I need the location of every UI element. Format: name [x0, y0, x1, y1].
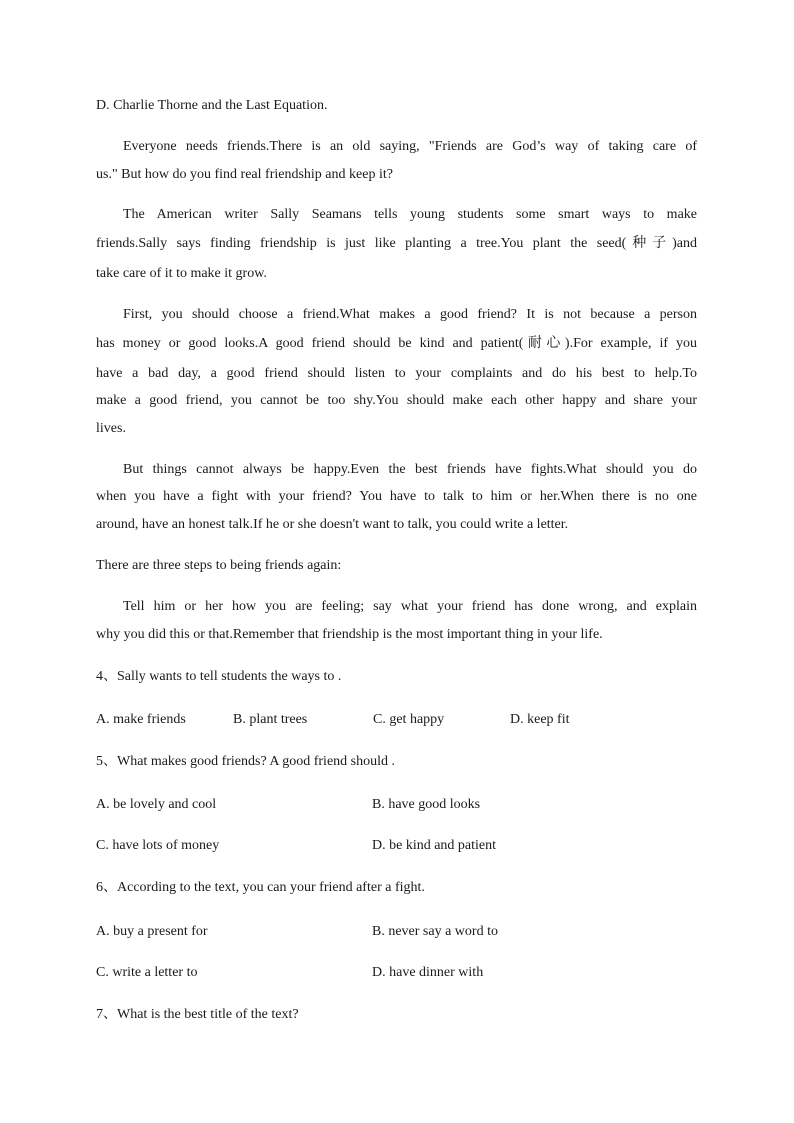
paragraph-1-line-1: Everyone needs friends.There is an old saying, "Friends are God’s way of taking care of — [123, 139, 697, 154]
prev-option-d: D. Charlie Thorne and the Last Equation. — [96, 98, 328, 113]
question-7-stem: 7、What is the best title of the text? — [96, 1007, 299, 1022]
question-4-option-a: A. make friends — [96, 712, 186, 727]
question-5-option-b: B. have good looks — [372, 797, 481, 812]
paragraph-2-line-2: friends.Sally says finding friendship is just like planting a tree.You plant the seed(种子)and — [96, 236, 697, 251]
question-4-stem: 4、Sally wants to tell students the ways to . — [96, 669, 342, 684]
paragraph-2-line-3: take care of it to make it grow. — [96, 266, 267, 281]
paragraph-3-line-5: lives. — [96, 421, 126, 436]
question-5-stem: 5、What makes good friends? A good friend should . — [96, 754, 396, 769]
question-6-option-a: A. buy a present for — [96, 924, 208, 939]
question-4-option-c: C. get happy — [373, 712, 445, 727]
question-4-option-b: B. plant trees — [233, 712, 308, 727]
question-5-option-d: D. be kind and patient — [372, 838, 497, 853]
paragraph-6-line-1: Tell him or her how you are feeling; say what your friend has done wrong, and explain — [123, 599, 697, 614]
paragraph-5: There are three steps to being friends again: — [96, 558, 342, 573]
paragraph-4-line-3: around, have an honest talk.If he or she doesn't want to talk, you could write a letter. — [96, 517, 569, 532]
paragraph-4-line-2: when you have a fight with your friend? You have to talk to him or her.When there is no one — [96, 489, 697, 504]
question-5-option-c: C. have lots of money — [96, 838, 220, 853]
paragraph-3-line-2: has money or good looks.A good friend should be kind and patient(耐心).For example, if you — [96, 336, 697, 351]
question-6-stem: 6、According to the text, you can your friend after a fight. — [96, 880, 425, 895]
question-6-option-d: D. have dinner with — [372, 965, 484, 980]
paragraph-4-line-1: But things cannot always be happy.Even the best friends have fights.What should you do — [123, 462, 697, 477]
paragraph-3-line-3: have a bad day, a good friend should listen to your complaints and do his best to help.To — [96, 366, 697, 381]
paragraph-1-line-2: us." But how do you find real friendship and keep it? — [96, 167, 393, 182]
paragraph-3-line-1: First, you should choose a friend.What makes a good friend? It is not because a person — [123, 307, 697, 322]
paragraph-6-line-2: why you did this or that.Remember that friendship is the most important thing in your life. — [96, 627, 603, 642]
question-5-option-a: A. be lovely and cool — [96, 797, 217, 812]
paragraph-3-line-4: make a good friend, you cannot be too shy.You should make each other happy and share your — [96, 393, 697, 408]
question-4-option-d: D. keep fit — [510, 712, 570, 727]
question-6-option-c: C. write a letter to — [96, 965, 198, 980]
question-6-option-b: B. never say a word to — [372, 924, 498, 939]
paragraph-2-line-1: The American writer Sally Seamans tells young students some smart ways to make — [123, 207, 697, 222]
